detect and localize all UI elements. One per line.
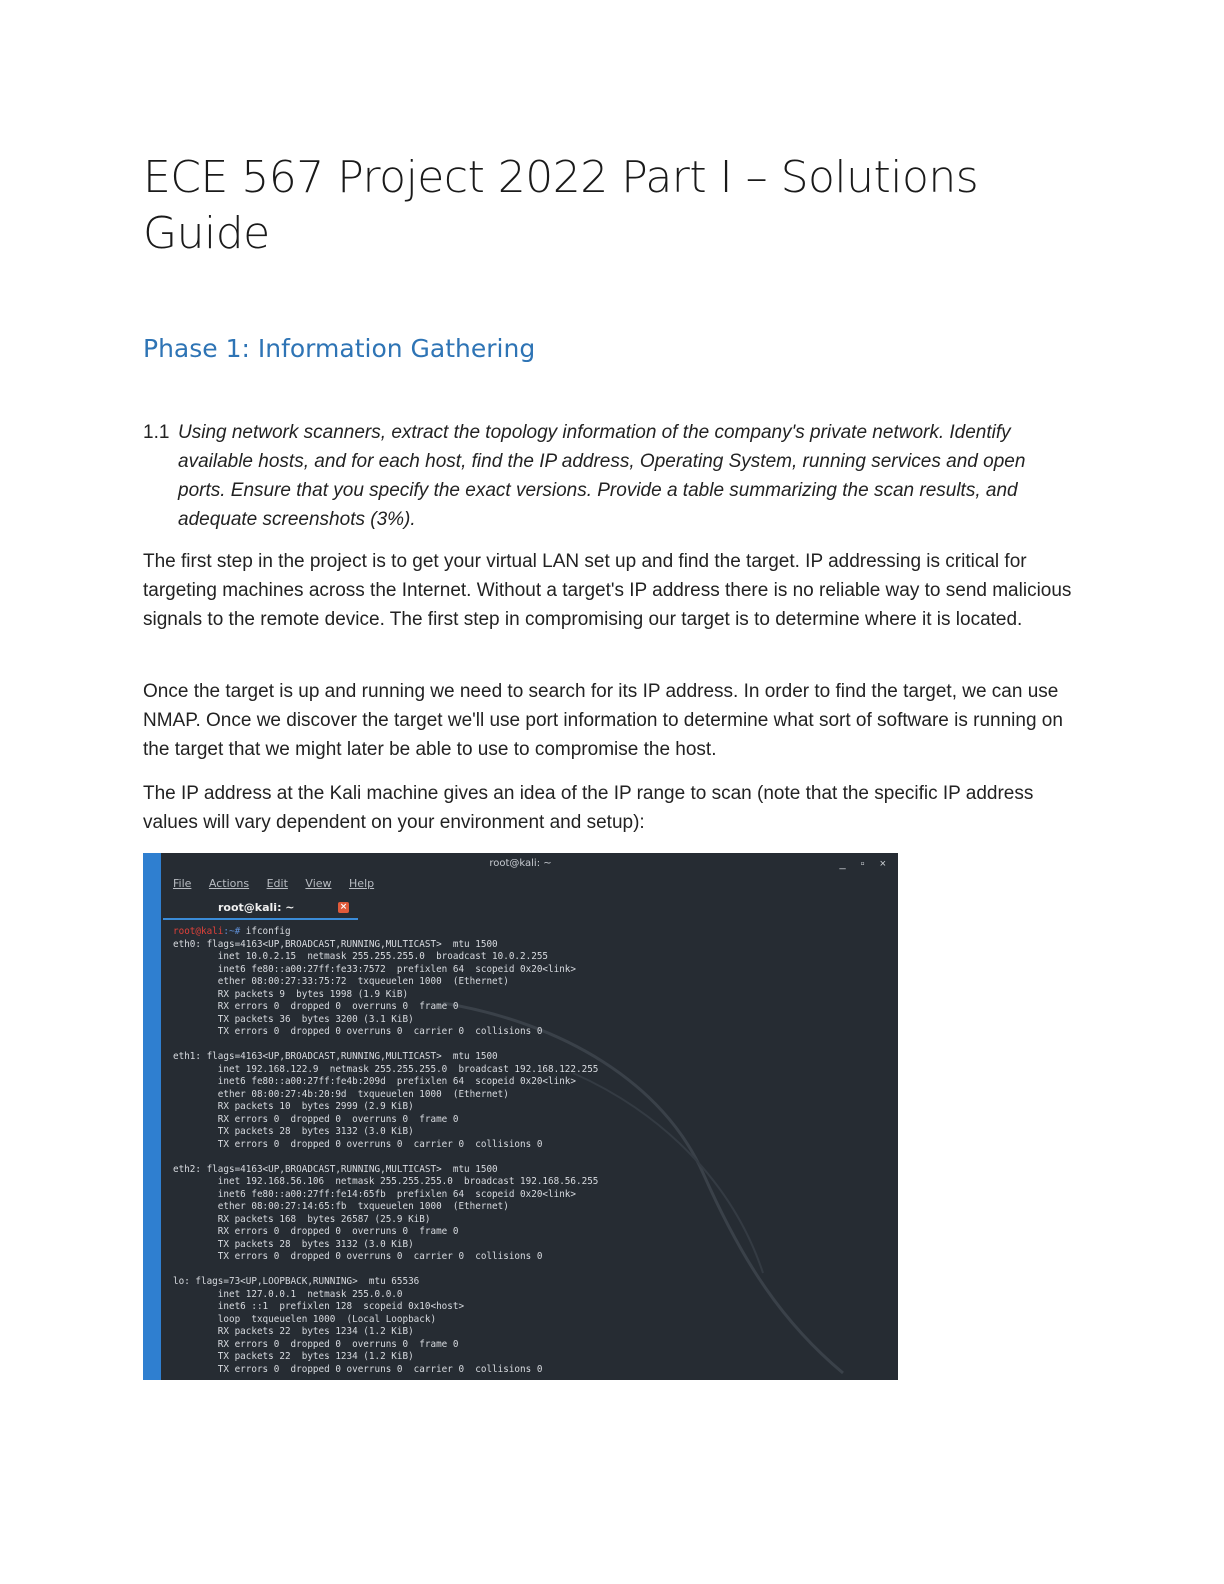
document-title: ECE 567 Project 2022 Part I – Solutions Guide	[143, 152, 979, 259]
menu-edit[interactable]: Edit	[266, 877, 288, 890]
menu-file[interactable]: File	[173, 877, 192, 890]
menu-help[interactable]: Help	[349, 877, 375, 890]
phase-heading: Phase 1: Information Gathering	[143, 334, 536, 363]
menu-actions[interactable]: Actions	[208, 877, 250, 890]
terminal-output	[173, 926, 598, 1376]
terminal-screenshot	[143, 853, 898, 1380]
prompt-path: :~#	[223, 926, 246, 937]
command-text: ifconfig	[245, 926, 291, 937]
question-item	[143, 418, 1073, 534]
tab-label: root@kali: ~	[218, 901, 295, 914]
window-title: root@kali: ~	[489, 858, 552, 869]
question-text: Using network scanners, extract the topology information of the company's private network. Identify available hosts, and for each host, find the IP address, Operating System, running services and open ports. Ensure that you specify the exact versions. Provide a table summarizing the scan results, and adequate screenshots (3%).	[178, 422, 1026, 530]
menu-view[interactable]: View	[305, 877, 332, 890]
terminal-menubar	[173, 877, 388, 890]
body-paragraph: The IP address at the Kali machine gives an idea of the IP range to scan (note that the specific IP address values will vary dependent on your environment and setup):	[143, 783, 1034, 833]
terminal-tab[interactable]	[163, 898, 358, 920]
window-controls[interactable]: _ ▫ ×	[839, 858, 892, 870]
body-paragraph: Once the target is up and running we need to search for its IP address. In order to find the target, we can use NMAP. Once we discover the target we'll use port information to determine what sort of software is running on the target that we might later be able to use to compromise the host.	[143, 681, 1063, 760]
prompt-user: root@kali	[173, 926, 224, 937]
body-paragraph: The first step in the project is to get your virtual LAN set up and find the target. IP addressing is critical for targeting machines across the Internet. Without a target's IP address there is no reliable way to send malicious signals to the remote device. The first step in compromising our target is to determine where it is located.	[143, 551, 1072, 630]
close-icon[interactable]: ×	[339, 902, 348, 912]
ifconfig-output: eth0: flags=4163<UP,BROADCAST,RUNNING,MULTICAST> mtu 1500 inet 10.0.2.15 netmask 255.255.255.0 broadcast 10.0.2.255 inet6 fe80::a00:27ff:fe33:7572 prefixlen 64 scopeid 0x20<link> ether 08:00:27:33:75:72 txqueuelen 1000 (Ethernet) RX packets 9 bytes 1998 (1.9 KiB) RX errors 0 dropped 0 overruns 0 frame 0 TX packets 36 bytes 3200 (3.1 KiB) TX errors 0 dropped 0 overruns 0 carrier 0 collisions 0 eth1: flags=4163<UP,BROADCAST,RUNNING,MULTICAST> mtu 1500 inet 192.168.122.9 netmask 255.255.255.0 broadcast 192.168.122.255 inet6 fe80::a00:27ff:fe4b:209d prefixlen 64 scopeid 0x20<link> ether 08:00:27:4b:20:9d txqueuelen 1000 (Ethernet) RX packets 10 bytes 2999 (2.9 KiB) RX errors 0 dropped 0 overruns 0 frame 0 TX packets 28 bytes 3132 (3.0 KiB) TX errors 0 dropped 0 overruns 0 carrier 0 collisions 0 eth2: flags=4163<UP,BROADCAST,RUNNING,MULTICAST> mtu 1500 inet 192.168.56.106 netmask 255.255.255.0 broadcast 192.168.56.255 inet6 fe80::a00:27ff:fe14:65fb prefixlen 64 scopeid 0x20<link> ether 08:00:27:14:65:fb txqueuelen 1000 (Ethernet) RX packets 168 bytes 26587 (25.9 KiB) RX errors 0 dropped 0 overruns 0 frame 0 TX packets 28 bytes 3132 (3.0 KiB) TX errors 0 dropped 0 overruns 0 carrier 0 collisions 0 lo: flags=73<UP,LOOPBACK,RUNNING> mtu 65536 inet 127.0.0.1 netmask 255.0.0.0 inet6 ::1 prefixlen 128 scopeid 0x10<host> loop txqueuelen 1000 (Local Loopback) RX packets 22 bytes 1234 (1.2 KiB) RX errors 0 dropped 0 overruns 0 frame 0 TX packets 22 bytes 1234 (1.2 KiB) TX errors 0 dropped 0 overruns 0 carrier 0 collisions 0	[173, 938, 599, 1375]
question-number: 1.1	[143, 422, 170, 443]
